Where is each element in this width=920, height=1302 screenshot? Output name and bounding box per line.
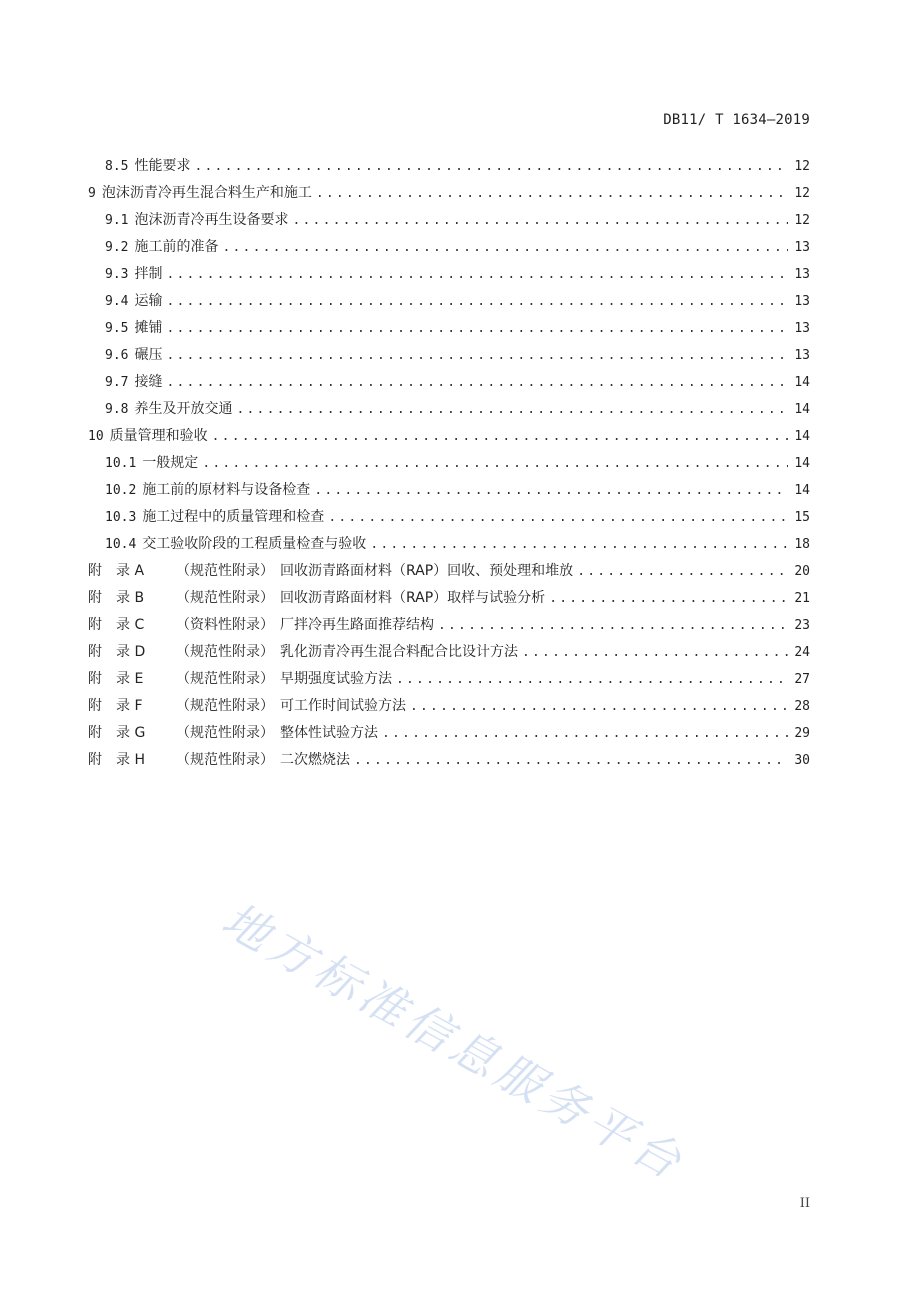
toc-entry-page: 18 — [794, 537, 810, 552]
toc-entry-title: 一般规定 — [142, 455, 199, 471]
toc-leader-dots — [577, 558, 788, 585]
toc-entry-number: 9.6 — [105, 348, 129, 363]
toc-leader-dots — [166, 342, 788, 369]
table-of-contents — [88, 153, 810, 774]
toc-leader-dots — [396, 666, 788, 693]
toc-leader-dots — [328, 504, 788, 531]
toc-leader-dots — [292, 207, 788, 234]
appendix-title: 厂拌冷再生路面推荐结构 — [280, 617, 434, 633]
toc-entry-number: 9.3 — [105, 267, 129, 282]
toc-entry-number: 9.5 — [105, 321, 129, 336]
toc-entry-page: 13 — [794, 294, 810, 309]
toc-entry-number: 10.1 — [105, 456, 137, 471]
toc-leader-dots — [202, 450, 788, 477]
appendix-label: 附 录 A — [88, 563, 145, 579]
toc-leader-dots — [354, 747, 788, 774]
toc-entry-page: 14 — [794, 456, 810, 471]
toc-leader-dots — [194, 153, 788, 180]
appendix-label: 附 录 B — [88, 590, 145, 606]
appendix-type: （规范性附录） — [176, 725, 274, 741]
document-code: DB11/ T 1634—2019 — [663, 112, 810, 128]
toc-entry-10-4[interactable] — [88, 531, 810, 558]
appendix-label: 附 录 G — [88, 725, 146, 741]
toc-leader-dots — [438, 612, 788, 639]
toc-entry-9-2[interactable] — [88, 234, 810, 261]
toc-entry-page: 13 — [794, 321, 810, 336]
appendix-label: 附 录 E — [88, 671, 144, 687]
toc-entry-9-5[interactable] — [88, 315, 810, 342]
appendix-type: （资料性附录） — [176, 617, 274, 633]
toc-entry-9-6[interactable] — [88, 342, 810, 369]
appendix-type: （规范性附录） — [176, 671, 274, 687]
appendix-title: 可工作时间试验方法 — [280, 698, 406, 714]
toc-entry-number: 10.4 — [105, 537, 137, 552]
toc-leader-dots — [316, 180, 788, 207]
toc-leader-dots — [212, 423, 788, 450]
toc-entry-title: 接缝 — [134, 374, 163, 390]
toc-entry-9-8[interactable] — [88, 396, 810, 423]
toc-entry-page: 28 — [794, 699, 810, 714]
toc-entry-page: 13 — [794, 240, 810, 255]
page-number: II — [799, 1196, 810, 1211]
toc-entry-title: 施工过程中的质量管理和检查 — [142, 509, 325, 525]
appendix-title: 二次燃烧法 — [280, 752, 350, 768]
toc-entry-8-5[interactable] — [88, 153, 810, 180]
toc-entry-9-4[interactable] — [88, 288, 810, 315]
toc-entry-title: 交工验收阶段的工程质量检查与验收 — [142, 536, 367, 552]
appendix-type: （规范性附录） — [176, 698, 274, 714]
toc-entry-number: 9.7 — [105, 375, 129, 390]
toc-appendix-e[interactable] — [88, 666, 810, 693]
toc-leader-dots — [314, 477, 788, 504]
toc-leader-dots — [166, 315, 788, 342]
toc-entry-page: 12 — [794, 159, 810, 174]
toc-entry-9-1[interactable] — [88, 207, 810, 234]
appendix-title: 早期强度试验方法 — [280, 671, 392, 687]
toc-leader-dots — [222, 234, 788, 261]
toc-entry-number: 10 — [88, 429, 104, 444]
toc-entry-number: 9.8 — [105, 402, 129, 417]
watermark-text: 地方标准信息服务平台 — [213, 892, 695, 1192]
toc-appendix-h[interactable] — [88, 747, 810, 774]
appendix-type: （规范性附录） — [176, 644, 274, 660]
toc-entry-page: 14 — [794, 402, 810, 417]
toc-entry-10[interactable] — [88, 423, 810, 450]
toc-entry-10-3[interactable] — [88, 504, 810, 531]
toc-leader-dots — [549, 585, 788, 612]
toc-leader-dots — [166, 261, 788, 288]
toc-entry-title: 拌制 — [134, 266, 163, 282]
toc-entry-title: 泡沫沥青冷再生设备要求 — [134, 212, 289, 228]
toc-entry-title: 运输 — [134, 293, 163, 309]
toc-entry-title: 施工前的准备 — [134, 239, 219, 255]
toc-leader-dots — [382, 720, 788, 747]
toc-entry-page: 29 — [794, 726, 810, 741]
toc-entry-page: 20 — [794, 564, 810, 579]
appendix-title: 回收沥青路面材料（RAP）回收、预处理和堆放 — [280, 563, 574, 579]
toc-leader-dots — [166, 288, 788, 315]
appendix-type: （规范性附录） — [176, 752, 274, 768]
toc-entry-page: 15 — [794, 510, 810, 525]
toc-leader-dots — [236, 396, 788, 423]
appendix-title: 乳化沥青冷再生混合料配合比设计方法 — [280, 644, 518, 660]
toc-entry-number: 8.5 — [105, 159, 129, 174]
toc-entry-number: 9 — [88, 186, 96, 201]
toc-entry-number: 9.2 — [105, 240, 129, 255]
toc-leader-dots — [410, 693, 788, 720]
toc-entry-page: 27 — [794, 672, 810, 687]
toc-entry-title: 施工前的原材料与设备检查 — [142, 482, 311, 498]
toc-entry-number: 10.3 — [105, 510, 137, 525]
appendix-label: 附 录 C — [88, 617, 145, 633]
toc-entry-9-7[interactable] — [88, 369, 810, 396]
appendix-title: 整体性试验方法 — [280, 725, 378, 741]
appendix-label: 附 录 H — [88, 752, 145, 768]
toc-entry-title: 摊铺 — [134, 320, 163, 336]
toc-entry-title: 碾压 — [134, 347, 163, 363]
toc-entry-page: 12 — [794, 186, 810, 201]
toc-appendix-b[interactable] — [88, 585, 810, 612]
appendix-label: 附 录 D — [88, 644, 146, 660]
toc-entry-page: 13 — [794, 267, 810, 282]
appendix-title: 回收沥青路面材料（RAP）取样与试验分析 — [280, 590, 546, 606]
toc-entry-title: 泡沫沥青冷再生混合料生产和施工 — [101, 185, 312, 201]
appendix-type: （规范性附录） — [176, 590, 274, 606]
toc-appendix-d[interactable] — [88, 639, 810, 666]
toc-entry-page: 24 — [794, 645, 810, 660]
toc-leader-dots — [522, 639, 788, 666]
toc-entry-page: 14 — [794, 375, 810, 390]
toc-entry-10-2[interactable] — [88, 477, 810, 504]
toc-entry-9[interactable] — [88, 180, 810, 207]
appendix-label: 附 录 F — [88, 698, 143, 714]
toc-entry-title: 质量管理和验收 — [109, 428, 208, 444]
toc-appendix-f[interactable] — [88, 693, 810, 720]
toc-entry-page: 13 — [794, 348, 810, 363]
toc-appendix-g[interactable] — [88, 720, 810, 747]
toc-leader-dots — [370, 531, 788, 558]
toc-entry-title: 养生及开放交通 — [134, 401, 233, 417]
toc-entry-number: 9.1 — [105, 213, 129, 228]
toc-entry-page: 30 — [794, 753, 810, 768]
appendix-type: （规范性附录） — [176, 563, 274, 579]
toc-entry-page: 23 — [794, 618, 810, 633]
toc-appendix-c[interactable] — [88, 612, 810, 639]
toc-entry-page: 14 — [794, 429, 810, 444]
toc-entry-page: 14 — [794, 483, 810, 498]
toc-entry-10-1[interactable] — [88, 450, 810, 477]
toc-entry-number: 10.2 — [105, 483, 137, 498]
toc-entry-page: 12 — [794, 213, 810, 228]
toc-entry-title: 性能要求 — [134, 158, 191, 174]
toc-entry-9-3[interactable] — [88, 261, 810, 288]
toc-appendix-a[interactable] — [88, 558, 810, 585]
toc-entry-page: 21 — [794, 591, 810, 606]
toc-leader-dots — [166, 369, 788, 396]
toc-entry-number: 9.4 — [105, 294, 129, 309]
